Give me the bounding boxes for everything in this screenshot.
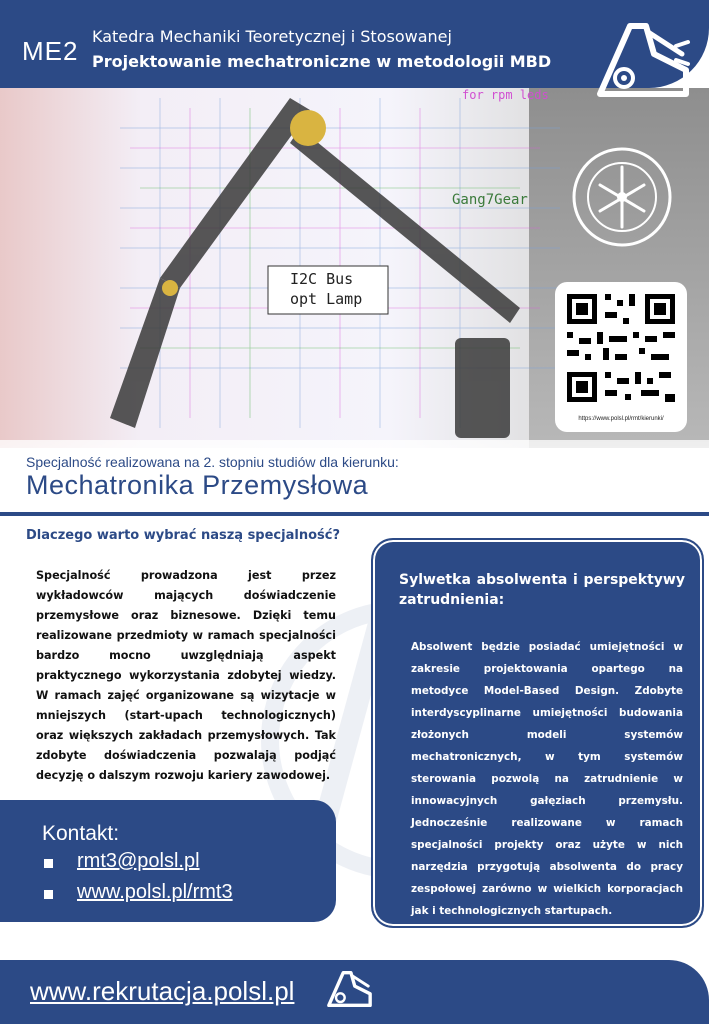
- department-name: Katedra Mechaniki Teoretycznej i Stosowanej: [92, 27, 452, 46]
- schematic-label: for rpm leds: [462, 88, 549, 102]
- qr-code-card[interactable]: [555, 282, 687, 432]
- university-seal-icon: [570, 145, 674, 249]
- bullet-icon: [44, 890, 53, 899]
- schematic-label: I2C Bus: [290, 270, 354, 288]
- contact-website-link[interactable]: www.polsl.pl/rmt3: [77, 881, 233, 903]
- profile-heading: Sylwetka absolwenta i perspektywy zatrudnienia:: [399, 572, 685, 608]
- contact-email-link[interactable]: rmt3@polsl.pl: [77, 850, 200, 872]
- department-logo-icon: [590, 14, 694, 106]
- why-paragraph: Specjalność prowadzona jest przez wykładowców mających doświadczenie przemysłowe oraz biznesowe. Dzięki temu realizowane przedmioty w ramach specjalności bardzo mocno uwzględniają aspekt praktycznego wykorzystania zdobytej wiedzy. W ramach zajęć organizowane są wizytacje w mniejszych (start-upach technologicznych) oraz większych zakładach przemysłowych. Tak zdobyte doświadczenia pozwalają podjąć decyzję o dalszym rozwoju kariery zawodowej.: [36, 569, 336, 782]
- specialization-title: Mechatronika Przemysłowa: [26, 470, 369, 500]
- profile-paragraph: Absolwent będzie posiadać umiejętności w zakresie projektowania opartego na metodyce Model-Based Design. Zdobyte interdyscyplinarne umiejętności budowania złożonych modeli systemów mechatronicznych, w tym systemów sterowania pozwolą na zatrudnienie w innowacyjnych gałęziach przemysłu. Jednocześnie realizowane w ramach specjalności projekty oraz użyte w nich narzędzia przygotują absolwenta do pracy zespołowej zarówno w wielkich korporacjach jak i technologicznych startupach.: [411, 641, 683, 917]
- bullet-icon: [44, 859, 53, 868]
- schematic-label: Gang7Gear: [452, 192, 528, 208]
- section-divider: [0, 512, 709, 516]
- course-title: Projektowanie mechatroniczne w metodologii MBD: [92, 52, 552, 71]
- department-logo-small-icon: [324, 966, 374, 1012]
- schematic-label: opt Lamp: [290, 290, 363, 308]
- contact-heading: Kontakt:: [42, 822, 120, 845]
- graduate-profile-box: [371, 538, 704, 928]
- specialization-subtitle: Specjalność realizowana na 2. stopniu studiów dla kierunku:: [26, 454, 399, 470]
- qr-url-caption: https://www.polsl.pl/rmt/kierunki/: [578, 416, 664, 422]
- why-heading: Dlaczego warto wybrać naszą specjalność?: [26, 528, 340, 543]
- qr-code-icon: [555, 282, 687, 414]
- recruitment-link[interactable]: www.rekrutacja.polsl.pl: [30, 976, 295, 1006]
- program-code: ME2: [22, 36, 79, 66]
- contact-box: [0, 800, 336, 922]
